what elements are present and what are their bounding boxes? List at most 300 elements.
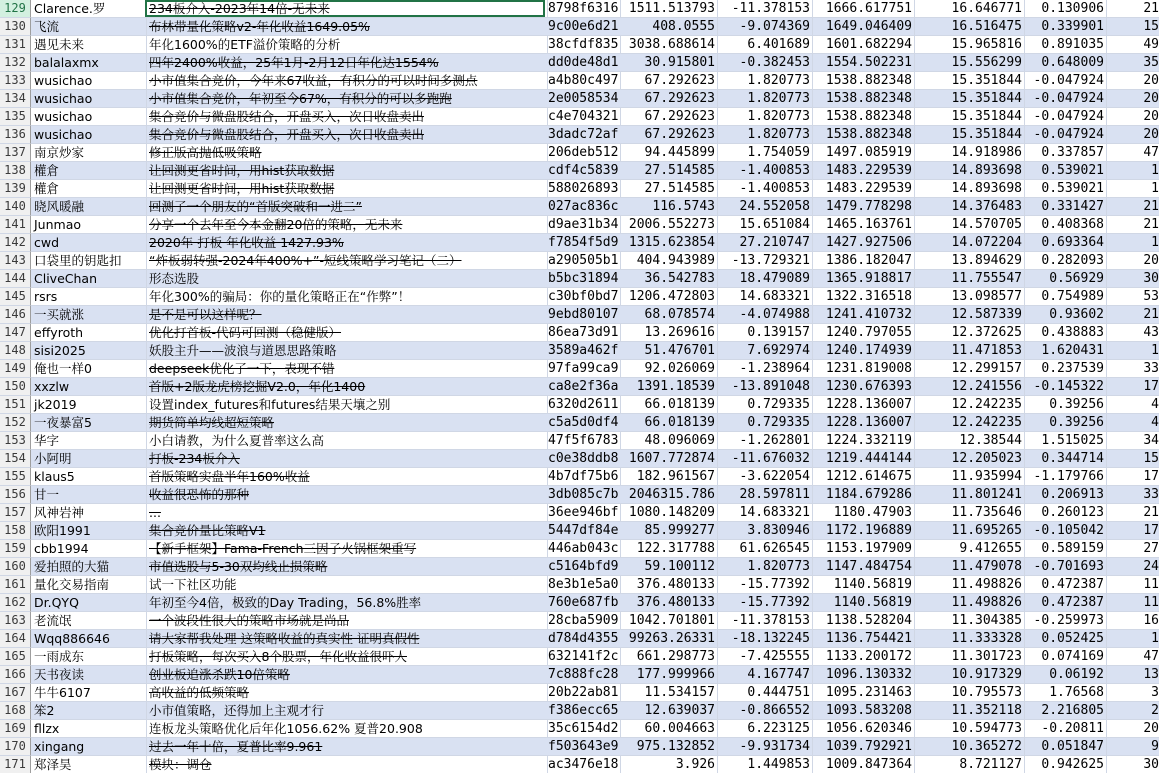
value-cell[interactable]: 1.449853 [718,756,813,773]
value-cell[interactable]: 0.942625 [1025,756,1107,773]
value-cell[interactable]: 53 [1107,288,1159,306]
value-cell[interactable]: 11.935994 [915,468,1025,486]
user-cell[interactable]: cwd [31,234,147,252]
table-row[interactable] [0,144,1159,162]
table-row[interactable] [0,108,1159,126]
value-cell[interactable]: 1607.772874 [619,450,718,468]
value-cell[interactable]: 3038.688614 [619,36,718,54]
table-row[interactable] [0,216,1159,234]
user-cell[interactable]: 南京炒家 [31,144,147,162]
value-cell[interactable]: -7.425555 [718,648,813,666]
user-cell[interactable]: 郑泽昊 [31,756,147,773]
value-cell[interactable]: 68.078574 [619,306,718,324]
value-cell[interactable]: 16.516475 [915,18,1025,36]
title-cell[interactable]: 请大家帮我处理 这策略收益的真实性 证明真假性 [147,630,548,648]
table-row[interactable] [0,234,1159,252]
user-cell[interactable]: effyroth [31,324,147,342]
value-cell[interactable]: 0.56929 [1025,270,1107,288]
value-cell[interactable]: 1140.56819 [813,576,915,594]
title-cell[interactable]: 形态选股 [147,270,548,288]
row-header[interactable]: 156 [0,486,31,504]
row-header[interactable]: 170 [0,738,31,756]
value-cell[interactable]: 0.589159 [1025,540,1107,558]
value-cell[interactable]: 1138.528204 [813,612,915,630]
title-cell[interactable]: 年初至今4倍，极致的Day Trading，56.8%胜率 [147,594,548,612]
value-cell[interactable]: -3.622054 [718,468,813,486]
value-cell[interactable]: 2046315.786 [619,486,718,504]
value-cell[interactable]: 14.918986 [915,144,1025,162]
table-row[interactable] [0,198,1159,216]
value-cell[interactable]: 0.444751 [718,684,813,702]
value-cell[interactable]: -0.047924 [1025,126,1107,144]
row-header[interactable]: 167 [0,684,31,702]
value-cell[interactable]: 1096.130332 [813,666,915,684]
value-cell[interactable]: 1.620431 [1025,342,1107,360]
value-cell[interactable]: 0.693364 [1025,234,1107,252]
value-cell[interactable]: 47 [1107,648,1159,666]
value-cell[interactable]: 21 [1107,504,1159,522]
row-header[interactable]: 159 [0,540,31,558]
value-cell[interactable]: 1093.583208 [813,702,915,720]
id-cell[interactable]: c5164bfd9 [546,558,621,576]
value-cell[interactable]: 1538.882348 [813,108,915,126]
title-cell[interactable]: 连板龙头策略优化后年化1056.62% 夏普20.908 [147,720,548,738]
value-cell[interactable]: -9.931734 [718,738,813,756]
value-cell[interactable]: 61.626545 [718,540,813,558]
title-cell[interactable]: 修正版高抛低吸策略 [147,144,548,162]
value-cell[interactable]: 1133.200172 [813,648,915,666]
value-cell[interactable]: 11 [1107,576,1159,594]
user-cell[interactable]: Wqq886646 [31,630,147,648]
value-cell[interactable]: 1465.163761 [813,216,915,234]
value-cell[interactable]: 28.597811 [718,486,813,504]
table-row[interactable] [0,36,1159,54]
value-cell[interactable]: 11.801241 [915,486,1025,504]
title-cell[interactable]: 设置index_futures和futures结果天壤之别 [147,396,548,414]
value-cell[interactable]: 1538.882348 [813,126,915,144]
table-row[interactable] [0,270,1159,288]
row-header[interactable]: 153 [0,432,31,450]
value-cell[interactable]: 67.292623 [619,90,718,108]
user-cell[interactable]: xingang [31,738,147,756]
value-cell[interactable]: -0.047924 [1025,108,1107,126]
title-cell[interactable]: 模块：调仓 [147,756,548,773]
value-cell[interactable]: 36.542783 [619,270,718,288]
value-cell[interactable]: 15.351844 [915,72,1025,90]
value-cell[interactable]: 10.917329 [915,666,1025,684]
value-cell[interactable]: 408.0555 [619,18,718,36]
user-cell[interactable]: wusichao [31,108,147,126]
value-cell[interactable]: 11.333328 [915,630,1025,648]
value-cell[interactable]: -13.729321 [718,252,813,270]
value-cell[interactable]: 66.018139 [619,414,718,432]
value-cell[interactable]: 12.38544 [915,432,1025,450]
value-cell[interactable]: -0.047924 [1025,72,1107,90]
value-cell[interactable]: 1230.676393 [813,378,915,396]
value-cell[interactable]: 35 [1107,54,1159,72]
value-cell[interactable]: 99263.26331 [619,630,718,648]
value-cell[interactable]: 0.206913 [1025,486,1107,504]
user-cell[interactable]: 一买就涨 [31,306,147,324]
value-cell[interactable]: 376.480133 [619,594,718,612]
value-cell[interactable]: 2 [1107,702,1159,720]
value-cell[interactable]: -18.132245 [718,630,813,648]
table-row[interactable] [0,738,1159,756]
value-cell[interactable]: -1.238964 [718,360,813,378]
value-cell[interactable]: -11.676032 [718,450,813,468]
value-cell[interactable]: 1.820773 [718,90,813,108]
title-cell[interactable]: 让回测更省时间，用hist获取数据 [147,180,548,198]
value-cell[interactable]: 4.167747 [718,666,813,684]
user-cell[interactable]: Clarence.罗 [31,0,147,18]
row-header[interactable]: 148 [0,342,31,360]
table-row[interactable] [0,18,1159,36]
value-cell[interactable]: 43 [1107,324,1159,342]
value-cell[interactable]: 12.372625 [915,324,1025,342]
user-cell[interactable]: 风神岩神 [31,504,147,522]
value-cell[interactable]: 1080.148209 [619,504,718,522]
id-cell[interactable]: a290505b1 [546,252,621,270]
row-header[interactable]: 158 [0,522,31,540]
value-cell[interactable]: 13 [1107,666,1159,684]
id-cell[interactable]: 446ab043c [546,540,621,558]
value-cell[interactable]: -0.047924 [1025,90,1107,108]
value-cell[interactable]: 11.471853 [915,342,1025,360]
id-cell[interactable]: 8e3b1e5a0 [546,576,621,594]
id-cell[interactable]: 47f5f6783 [546,432,621,450]
value-cell[interactable]: 1601.682294 [813,36,915,54]
value-cell[interactable]: 14.893698 [915,162,1025,180]
title-cell[interactable]: 妖股主升——波浪与道恩思路策略 [147,342,548,360]
table-row[interactable] [0,666,1159,684]
value-cell[interactable]: 1240.797055 [813,324,915,342]
value-cell[interactable]: 17 [1107,468,1159,486]
user-cell[interactable]: balalaxmx [31,54,147,72]
row-header[interactable]: 141 [0,216,31,234]
value-cell[interactable]: 14.072204 [915,234,1025,252]
value-cell[interactable]: 404.943989 [619,252,718,270]
title-cell[interactable]: “炸板弱转强-2024年400%+”-短线策略学习笔记（二） [147,252,548,270]
id-cell[interactable]: ca8e2f36a [546,378,621,396]
id-cell[interactable]: d9ae31b34 [546,216,621,234]
value-cell[interactable]: 20 [1107,126,1159,144]
table-row[interactable] [0,630,1159,648]
row-header[interactable]: 142 [0,234,31,252]
value-cell[interactable]: 0.130906 [1025,0,1107,18]
value-cell[interactable]: 60.004663 [619,720,718,738]
table-row[interactable] [0,252,1159,270]
user-cell[interactable]: 一雨成东 [31,648,147,666]
table-row[interactable] [0,540,1159,558]
id-cell[interactable]: 9c00e6d21 [546,18,621,36]
value-cell[interactable]: 67.292623 [619,72,718,90]
id-cell[interactable]: 35c6154d2 [546,720,621,738]
row-header[interactable]: 163 [0,612,31,630]
row-header[interactable]: 164 [0,630,31,648]
id-cell[interactable]: 588026893 [546,180,621,198]
id-cell[interactable]: 3dadc72af [546,126,621,144]
user-cell[interactable]: 天书夜读 [31,666,147,684]
value-cell[interactable]: 20 [1107,720,1159,738]
row-header[interactable]: 169 [0,720,31,738]
table-row[interactable] [0,648,1159,666]
value-cell[interactable]: 12.299157 [915,360,1025,378]
value-cell[interactable]: 17 [1107,378,1159,396]
user-cell[interactable]: sisi2025 [31,342,147,360]
table-row[interactable] [0,432,1159,450]
row-header[interactable]: 162 [0,594,31,612]
user-cell[interactable]: 老流氓 [31,612,147,630]
id-cell[interactable]: f386ecc65 [546,702,621,720]
value-cell[interactable]: -15.77392 [718,594,813,612]
value-cell[interactable]: 51.476701 [619,342,718,360]
row-header[interactable]: 160 [0,558,31,576]
user-cell[interactable]: wusichao [31,126,147,144]
value-cell[interactable]: 1365.918817 [813,270,915,288]
id-cell[interactable]: dd0de48d1 [546,54,621,72]
value-cell[interactable]: -15.77392 [718,576,813,594]
value-cell[interactable]: 20 [1107,252,1159,270]
value-cell[interactable]: -1.400853 [718,180,813,198]
value-cell[interactable]: 20 [1107,72,1159,90]
value-cell[interactable]: 1241.410732 [813,306,915,324]
id-cell[interactable]: c0e38ddb8 [546,450,621,468]
value-cell[interactable]: 1147.484754 [813,558,915,576]
value-cell[interactable]: 1140.56819 [813,594,915,612]
value-cell[interactable]: -13.891048 [718,378,813,396]
value-cell[interactable]: 0.344714 [1025,450,1107,468]
value-cell[interactable]: 1391.18539 [619,378,718,396]
value-cell[interactable]: 1 [1107,180,1159,198]
id-cell[interactable]: 206deb512 [546,144,621,162]
title-cell[interactable]: 小市值策略，还得加上主观才行 [147,702,548,720]
row-header[interactable]: 131 [0,36,31,54]
value-cell[interactable]: 1228.136007 [813,414,915,432]
value-cell[interactable]: 21 [1107,216,1159,234]
title-cell[interactable]: 回测了一个朋友的“首版突破和一进二” [147,198,548,216]
value-cell[interactable]: -11.378153 [718,0,813,18]
id-cell[interactable]: 632141f2c [546,648,621,666]
title-cell[interactable]: 期货简单均线超短策略 [147,414,548,432]
title-cell[interactable]: 四年2400%收益，25年1月-2月12日年化达1554% [147,54,548,72]
value-cell[interactable]: 0.729335 [718,396,813,414]
value-cell[interactable]: 0.408368 [1025,216,1107,234]
id-cell[interactable]: 9ebd80107 [546,306,621,324]
value-cell[interactable]: 1219.444144 [813,450,915,468]
title-cell[interactable]: 小市值集合竞价，今年来67收益，有积分的可以时间多测点 [147,72,548,90]
value-cell[interactable]: 11.755547 [915,270,1025,288]
value-cell[interactable]: 10.795573 [915,684,1025,702]
value-cell[interactable]: 0.237539 [1025,360,1107,378]
value-cell[interactable]: 11.498826 [915,576,1025,594]
row-header[interactable]: 152 [0,414,31,432]
value-cell[interactable]: 17 [1107,522,1159,540]
id-cell[interactable]: d784d4355 [546,630,621,648]
value-cell[interactable]: 1231.819008 [813,360,915,378]
value-cell[interactable]: 0.438883 [1025,324,1107,342]
title-cell[interactable]: 年化1600%的ETF溢价策略的分析 [147,36,548,54]
row-header[interactable]: 155 [0,468,31,486]
id-cell[interactable]: 20b22ab81 [546,684,621,702]
user-cell[interactable]: 口袋里的钥匙扣 [31,252,147,270]
id-cell[interactable]: cdf4c5839 [546,162,621,180]
value-cell[interactable]: 1315.623854 [619,234,718,252]
value-cell[interactable]: 177.999966 [619,666,718,684]
value-cell[interactable]: 122.317788 [619,540,718,558]
row-header[interactable]: 168 [0,702,31,720]
value-cell[interactable]: 27.514585 [619,180,718,198]
table-row[interactable] [0,756,1159,773]
title-cell[interactable]: deepseek优化了一下，表现不错 [147,360,548,378]
value-cell[interactable]: 67.292623 [619,108,718,126]
value-cell[interactable]: 1554.502231 [813,54,915,72]
value-cell[interactable]: 1322.316518 [813,288,915,306]
value-cell[interactable]: 1136.754421 [813,630,915,648]
value-cell[interactable]: 9.412655 [915,540,1025,558]
value-cell[interactable]: -0.20811 [1025,720,1107,738]
id-cell[interactable]: 7c888fc28 [546,666,621,684]
value-cell[interactable]: 15.965816 [915,36,1025,54]
row-header[interactable]: 130 [0,18,31,36]
value-cell[interactable]: 1.820773 [718,558,813,576]
value-cell[interactable]: 4 [1107,414,1159,432]
value-cell[interactable]: 1039.792921 [813,738,915,756]
row-header[interactable]: 134 [0,90,31,108]
table-row[interactable] [0,54,1159,72]
value-cell[interactable]: 33 [1107,486,1159,504]
id-cell[interactable]: 3db085c7b [546,486,621,504]
row-header[interactable]: 136 [0,126,31,144]
table-row[interactable] [0,342,1159,360]
row-header[interactable]: 165 [0,648,31,666]
value-cell[interactable]: 18.479089 [718,270,813,288]
row-header[interactable]: 137 [0,144,31,162]
row-header[interactable]: 157 [0,504,31,522]
value-cell[interactable]: 0.729335 [718,414,813,432]
value-cell[interactable]: 1095.231463 [813,684,915,702]
value-cell[interactable]: -4.074988 [718,306,813,324]
value-cell[interactable]: 16.646771 [915,0,1025,18]
value-cell[interactable]: 1483.229539 [813,180,915,198]
value-cell[interactable]: 0.339901 [1025,18,1107,36]
value-cell[interactable]: 0.472387 [1025,576,1107,594]
id-cell[interactable]: 36ee946bf [546,504,621,522]
value-cell[interactable]: 11.498826 [915,594,1025,612]
value-cell[interactable]: 376.480133 [619,576,718,594]
value-cell[interactable]: 15 [1107,18,1159,36]
id-cell[interactable]: 86ea73d91 [546,324,621,342]
table-row[interactable] [0,72,1159,90]
value-cell[interactable]: 0.539021 [1025,162,1107,180]
value-cell[interactable]: 1212.614675 [813,468,915,486]
user-cell[interactable]: 飞流 [31,18,147,36]
table-row[interactable] [0,702,1159,720]
table-row[interactable] [0,684,1159,702]
value-cell[interactable]: 0.93602 [1025,306,1107,324]
user-cell[interactable]: cbb1994 [31,540,147,558]
user-cell[interactable]: 量化交易指南 [31,576,147,594]
value-cell[interactable]: 11.534157 [619,684,718,702]
value-cell[interactable]: 12.241556 [915,378,1025,396]
value-cell[interactable]: 1483.229539 [813,162,915,180]
value-cell[interactable]: 2.216805 [1025,702,1107,720]
row-header[interactable]: 171 [0,756,31,773]
value-cell[interactable]: 1180.47903 [813,504,915,522]
row-header[interactable]: 135 [0,108,31,126]
title-cell[interactable]: 年化300%的骗局：你的量化策略正在“作弊”！ [147,288,548,306]
value-cell[interactable]: 11.735646 [915,504,1025,522]
title-cell[interactable]: 集合竞价与微盘股结合，开盘买入，次日收盘卖出 [147,126,548,144]
value-cell[interactable]: 2006.552273 [619,216,718,234]
row-header[interactable]: 161 [0,576,31,594]
value-cell[interactable]: -1.262801 [718,432,813,450]
id-cell[interactable]: ac3476e18 [546,756,621,773]
title-cell[interactable]: 市值选股与5-30双均线止损策略 [147,558,548,576]
title-cell[interactable]: 分享一个去年至今本金翻20倍的策略，无未来 [147,216,548,234]
value-cell[interactable]: 3.926 [619,756,718,773]
user-cell[interactable]: rsrs [31,288,147,306]
table-row[interactable] [0,324,1159,342]
value-cell[interactable]: 1206.472803 [619,288,718,306]
value-cell[interactable]: 11.301723 [915,648,1025,666]
value-cell[interactable]: 0.282093 [1025,252,1107,270]
value-cell[interactable]: 27 [1107,540,1159,558]
row-header[interactable]: 151 [0,396,31,414]
value-cell[interactable]: 15.556299 [915,54,1025,72]
value-cell[interactable]: 661.298773 [619,648,718,666]
value-cell[interactable]: 0.754989 [1025,288,1107,306]
value-cell[interactable]: 15 [1107,450,1159,468]
value-cell[interactable]: 30 [1107,756,1159,773]
value-cell[interactable]: 15.351844 [915,108,1025,126]
value-cell[interactable]: 12.205023 [915,450,1025,468]
value-cell[interactable]: 1 [1107,342,1159,360]
table-row[interactable] [0,180,1159,198]
value-cell[interactable]: -0.866552 [718,702,813,720]
row-header[interactable]: 144 [0,270,31,288]
value-cell[interactable]: -0.259973 [1025,612,1107,630]
id-cell[interactable]: f503643e9 [546,738,621,756]
value-cell[interactable]: 1649.046409 [813,18,915,36]
value-cell[interactable]: 47 [1107,144,1159,162]
value-cell[interactable]: 16 [1107,612,1159,630]
user-cell[interactable]: 爱拍照的大猫 [31,558,147,576]
value-cell[interactable]: 1.515025 [1025,432,1107,450]
table-row[interactable] [0,90,1159,108]
value-cell[interactable]: 1042.701801 [619,612,718,630]
value-cell[interactable]: 1240.174939 [813,342,915,360]
table-row[interactable] [0,522,1159,540]
value-cell[interactable]: 0.39256 [1025,396,1107,414]
id-cell[interactable]: 6320d2611 [546,396,621,414]
value-cell[interactable]: 1479.778298 [813,198,915,216]
value-cell[interactable]: 92.026069 [619,360,718,378]
value-cell[interactable]: 48.096069 [619,432,718,450]
value-cell[interactable]: 67.292623 [619,126,718,144]
value-cell[interactable]: -9.074369 [718,18,813,36]
value-cell[interactable]: 9 [1107,738,1159,756]
title-cell[interactable]: 是不是可以这样呢？ [147,306,548,324]
id-cell[interactable]: 027ac836c [546,198,621,216]
value-cell[interactable]: 975.132852 [619,738,718,756]
value-cell[interactable]: 21 [1107,0,1159,18]
value-cell[interactable]: -0.382453 [718,54,813,72]
title-cell[interactable]: 创业板追涨杀跌10倍策略 [147,666,548,684]
title-cell[interactable]: ... [147,504,548,522]
id-cell[interactable]: 97fa99ca9 [546,360,621,378]
value-cell[interactable]: 0.337857 [1025,144,1107,162]
user-cell[interactable]: CliveChan [31,270,147,288]
